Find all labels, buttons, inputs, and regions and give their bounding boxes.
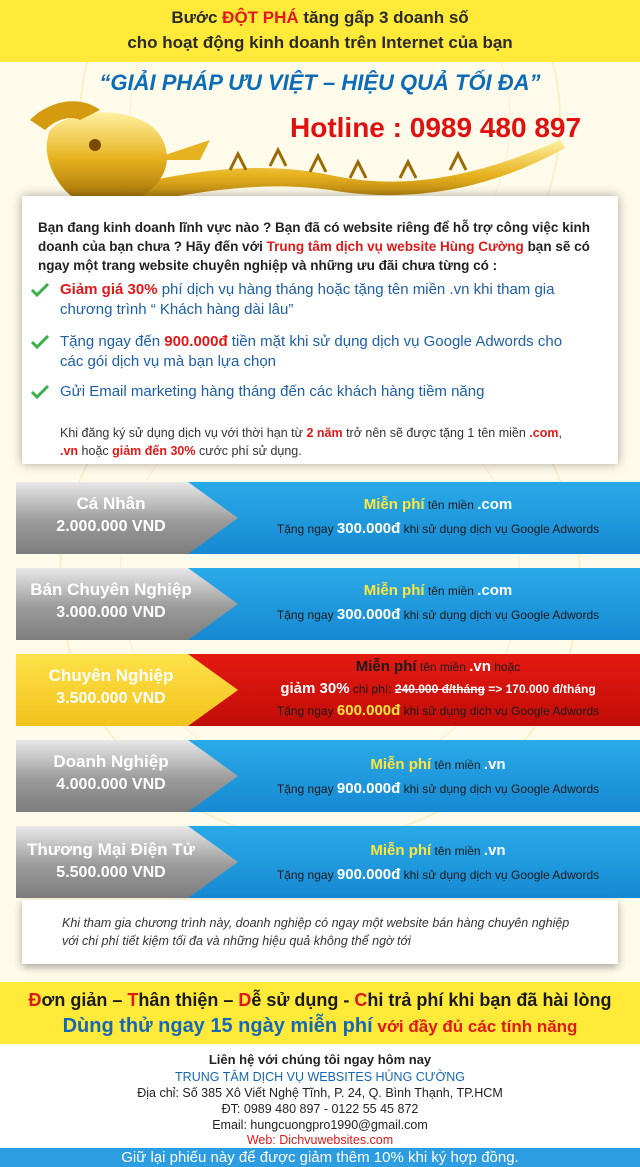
plan-price: 2.000.000 VND — [56, 518, 166, 535]
plan-price: 4.000.000 VND — [56, 776, 166, 793]
headline: “GIẢI PHÁP ƯU VIỆT – HIỆU QUẢ TỐI ĐA” — [99, 70, 541, 95]
closing-text: Khi tham gia chương trình này, doanh nghiệp có ngay một website bán hàng chuyên nghiệp với chi phí tiết kiệm tối đa và những hiệu quả không thể ngờ tới — [62, 916, 570, 948]
plan-gift-offer: Tặng ngay 900.000đ khi sử dụng dịch vụ Google Adwords — [276, 866, 600, 883]
plan-row-doanh-nghiep[interactable] — [16, 740, 640, 812]
registration-note: Khi đăng ký sử dụng dịch vụ với thời hạn từ 2 năm trở nên sẽ được tặng 1 tên miền .com, .vn hoặc giảm đến 30% cước phí sử dụng. — [60, 426, 562, 458]
checkmark-icon — [30, 282, 50, 298]
plan-discount-offer: giảm 30% chi phí: 240.000 đ/tháng => 170.000 đ/tháng — [280, 680, 596, 697]
plan-gift-offer: Tặng ngay 300.000đ khi sử dụng dịch vụ Google Adwords — [276, 606, 600, 623]
plan-name: Doanh Nghiệp — [53, 752, 169, 771]
plan-detail-bg — [188, 826, 640, 898]
intro-text: Bạn đang kinh doanh lĩnh vực nào ? Bạn đã có website riêng để hỗ trợ công việc kinh doanh của bạn chưa ? Hãy đến với Trung tâm dịch vụ website Hùng Cường bạn sẽ có ngay một trang website chuyên nghiệp và những ưu đãi chưa từng có : — [38, 220, 590, 273]
plan-row-ban-chuyen-nghiep[interactable] — [16, 568, 640, 640]
plan-gift-offer: Tặng ngay 300.000đ khi sử dụng dịch vụ Google Adwords — [276, 520, 600, 537]
benefit-item: Tặng ngay đến 900.000đ tiền mặt khi sử dụng dịch vụ Google Adwords cho các gói dịch vụ mà bạn lựa chọn — [60, 332, 580, 372]
checkmark-icon — [30, 334, 50, 350]
plan-row-thuong-mai-dien-tu[interactable] — [16, 826, 640, 898]
footer-text: Giữ lại phiếu này để được giảm thêm 10% khi ký hợp đồng. — [121, 1149, 519, 1166]
plan-price: 5.500.000 VND — [56, 864, 166, 881]
plan-name: Chuyên Nghiệp — [48, 666, 174, 685]
checkmark-icon — [30, 384, 50, 400]
plan-price: 3.000.000 VND — [56, 604, 166, 621]
plan-detail-bg — [188, 568, 640, 640]
plan-domain-offer: Miễn phí tên miền .com — [363, 496, 513, 513]
hotline: Hotline : 0989 480 897 — [290, 112, 582, 143]
plan-row-ca-nhan[interactable] — [16, 482, 640, 554]
benefit-item: Giảm giá 30% phí dịch vụ hàng tháng hoặc tặng tên miền .vn khi tham gia chương trình “ Khách hàng dài lâu” — [60, 280, 580, 320]
contact-title: Liên hệ với chúng tôi ngay hôm nay — [208, 1052, 432, 1067]
slogan-line-1: Đơn giản – Thân thiện – Dễ sử dụng - Chi trả phí khi bạn đã hài lòng — [28, 990, 612, 1010]
benefit-item: Gửi Email marketing hàng tháng đến các khách hàng tiềm năng — [60, 382, 580, 402]
address: Địa chỉ: Số 385 Xô Viết Nghệ Tĩnh, P. 24, Q. Bình Thạnh, TP.HCM — [137, 1086, 503, 1100]
plan-name: Cá Nhân — [76, 494, 146, 513]
plan-name: Thương Mại Điện Tử — [27, 840, 195, 859]
slogan-line-2: Dùng thử ngay 15 ngày miễn phí với đầy đủ các tính năng — [62, 1015, 578, 1037]
plan-gift-offer: Tặng ngay 900.000đ khi sử dụng dịch vụ Google Adwords — [276, 780, 600, 797]
plan-name: Bán Chuyên Nghiệp — [30, 580, 192, 599]
plan-gift-offer: Tặng ngay 600.000đ khi sử dụng dịch vụ Google Adwords — [276, 702, 600, 719]
website-link[interactable]: Web: Dichvuwebsites.com — [246, 1133, 394, 1147]
plan-price: 3.500.000 VND — [56, 690, 166, 707]
closing-card — [22, 900, 618, 964]
plan-domain-offer: Miễn phí tên miền .vn — [370, 756, 506, 773]
plan-domain-offer: Miễn phí tên miền .vn hoặc — [355, 658, 521, 675]
plan-detail-bg — [188, 482, 640, 554]
email-link[interactable]: Email: hungcuongpro1990@gmail.com — [212, 1118, 428, 1132]
contact-section — [0, 1046, 640, 1148]
plan-domain-offer: Miễn phí tên miền .vn — [370, 842, 506, 859]
company-name: TRUNG TÂM DỊCH VỤ WEBSITES HÙNG CƯỜNG — [175, 1070, 465, 1084]
header-line-2: cho hoạt động kinh doanh trên Internet của bạn — [127, 33, 513, 52]
phone: ĐT: 0989 480 897 - 0122 55 45 872 — [221, 1102, 419, 1116]
intro-card — [22, 196, 618, 464]
header-line-1: Bước ĐỘT PHÁ tăng gấp 3 doanh số — [171, 8, 469, 27]
plan-domain-offer: Miễn phí tên miền .com — [363, 582, 513, 599]
plan-detail-bg — [188, 740, 640, 812]
plan-row-chuyen-nghiep[interactable] — [16, 654, 640, 726]
